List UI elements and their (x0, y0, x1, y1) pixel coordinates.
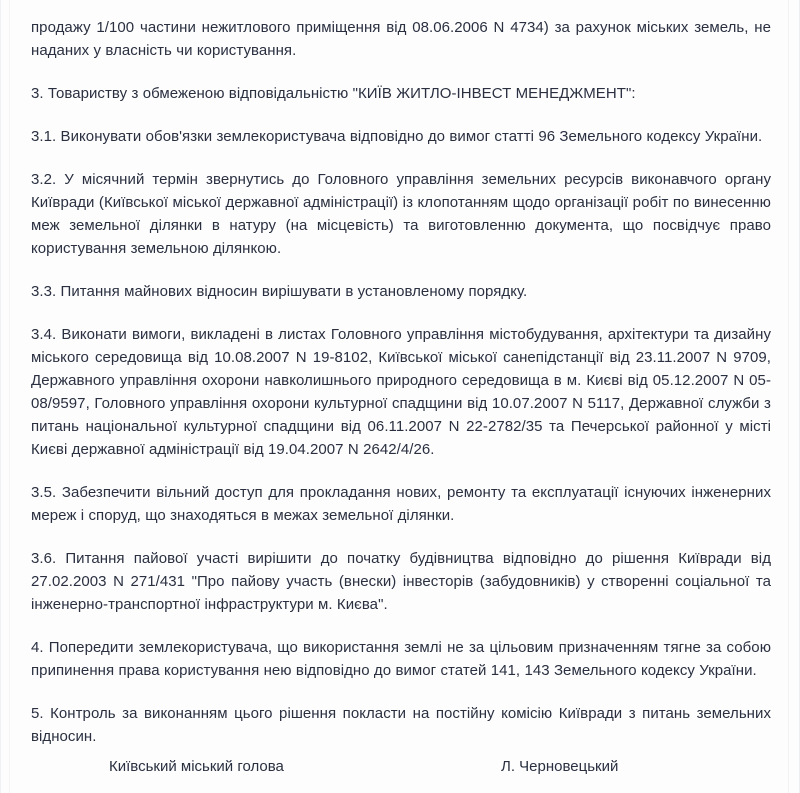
paragraph-3-1: 3.1. Виконувати обов'язки землекористувача відповідно до вимог статті 96 Земельного кодексу України. (31, 128, 763, 145)
signatory-name: Л. Черновецький (501, 758, 619, 775)
paragraph-continuation: продажу 1/100 частини нежитлового приміщення від 08.06.2006 N 4734) за рахунок міських земель, не наданих у власність чи користування. (31, 19, 771, 59)
signature-block (109, 757, 709, 777)
paragraph-3-6: 3.6. Питання пайової участі вирішити до початку будівництва відповідно до рішення Київради від 27.02.2003 N 271/431 "Про пайову участь (внески) інвесторів (забудовників) у створенні соціальної та інженерно-транспортної інфраструктури м. Києва". (31, 550, 771, 613)
paragraph-3-4: 3.4. Виконати вимоги, викладені в листах Головного управління містобудування, архітектури та дизайну міського середовища від 10.08.2007 N 19-8102, Київської міської санепідстанції від 23.11.2007 N 9709, Державного управління охорони навколишнього природного середовища в м. Києві від 05.12.2007 N 05-08/9597, Головного управління охорони культурної спадщини від 10.07.2007 N 5117, Державної служби з питань національної культурної спадщини від 06.11.2007 N 22-2782/35 та Печерської районної у місті Києві державної адміністрації від 19.04.2007 N 2642/4/26. (31, 326, 771, 458)
paragraph-4: 4. Попередити землекористувача, що використання землі не за цільовим призначенням тягне за собою припинення права користування нею відповідно до вимог статей 141, 143 Земельного кодексу України. (31, 639, 771, 679)
paragraph-3-2: 3.2. У місячний термін звернутись до Головного управління земельних ресурсів виконавчого органу Київради (Київської міської державної адміністрації) із клопотанням щодо організації робіт по винесенню меж земельної ділянки в натуру (на місцевість) та виготовленню документа, що посвідчує право користування земельною ділянкою. (31, 171, 771, 257)
signatory-role: Київський міський голова (109, 758, 284, 775)
paragraph-3-3: 3.3. Питання майнових відносин вирішувати в установленому порядку. (31, 283, 528, 300)
paragraph-5: 5. Контроль за виконанням цього рішення покласти на постійну комісію Київради з питань земельних відносин. (31, 705, 771, 745)
paragraph-3: 3. Товариству з обмеженою відповідальністю "КИЇВ ЖИТЛО-ІНВЕСТ МЕНЕДЖМЕНТ": (31, 85, 636, 102)
paragraph-3-5: 3.5. Забезпечити вільний доступ для прокладання нових, ремонту та експлуатації існуючих інженерних мереж і споруд, що знаходяться в межах земельної ділянки. (31, 484, 771, 524)
document-body (31, 16, 771, 748)
